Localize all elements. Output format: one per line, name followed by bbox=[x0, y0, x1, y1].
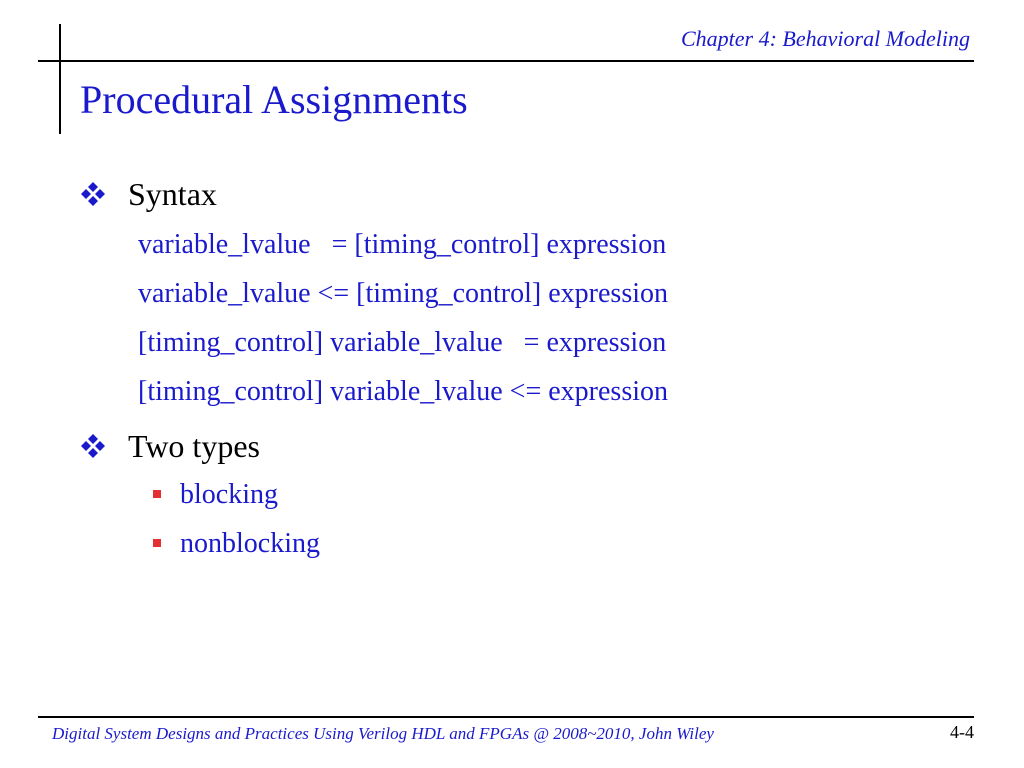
page-number: 4-4 bbox=[950, 722, 974, 742]
footer-horizontal-rule bbox=[38, 716, 974, 718]
bullet-two-types-label: Two types bbox=[128, 428, 260, 464]
header-horizontal-rule bbox=[38, 60, 974, 62]
header-vertical-rule bbox=[59, 24, 61, 134]
footer-citation: Digital System Designs and Practices Using Verilog HDL and FPGAs @ 2008~2010, John Wiley bbox=[52, 724, 714, 743]
four-diamond-bullet-icon bbox=[80, 422, 112, 470]
list-item bbox=[80, 470, 980, 519]
bullet-syntax bbox=[80, 170, 980, 218]
syntax-line: [timing_control] variable_lvalue <= expression bbox=[138, 376, 668, 407]
list-item bbox=[80, 519, 980, 568]
syntax-line: variable_lvalue <= [timing_control] expression bbox=[138, 278, 668, 309]
syntax-line: [timing_control] variable_lvalue = expression bbox=[138, 327, 667, 358]
red-square-bullet-icon bbox=[153, 490, 161, 498]
list-item-label: blocking bbox=[180, 479, 278, 510]
bullet-syntax-label: Syntax bbox=[128, 176, 217, 212]
red-square-bullet-icon bbox=[153, 539, 161, 547]
list-item-label: nonblocking bbox=[180, 528, 320, 559]
chapter-heading: Chapter 4: Behavioral Modeling bbox=[680, 26, 970, 51]
slide-title: Procedural Assignments bbox=[80, 77, 468, 122]
four-diamond-bullet-icon bbox=[80, 170, 112, 218]
bullet-two-types bbox=[80, 422, 980, 470]
slide-content bbox=[80, 170, 980, 568]
syntax-line: variable_lvalue = [timing_control] expression bbox=[138, 229, 667, 260]
